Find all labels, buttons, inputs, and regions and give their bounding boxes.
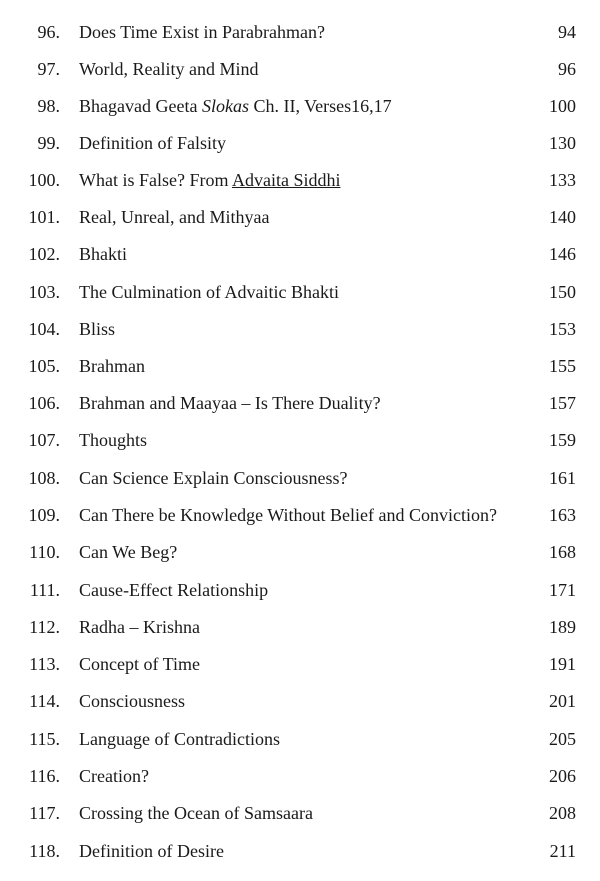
entry-number: 112. bbox=[29, 617, 60, 637]
entry-number: 107. bbox=[28, 430, 60, 450]
entry-page: 100 bbox=[549, 96, 576, 116]
entry-page: 96 bbox=[558, 59, 576, 79]
entry-number: 105. bbox=[28, 356, 60, 376]
entry-title: Definition of Desire bbox=[79, 841, 224, 861]
toc-entry[interactable] bbox=[0, 239, 600, 269]
toc-entry[interactable] bbox=[0, 575, 600, 605]
entry-number: 116. bbox=[29, 766, 60, 786]
toc-entry[interactable] bbox=[0, 54, 600, 84]
entry-number: 109. bbox=[28, 505, 60, 525]
entry-number: 108. bbox=[28, 468, 60, 488]
entry-title bbox=[79, 91, 392, 121]
toc-entry[interactable] bbox=[0, 314, 600, 344]
entry-page: 191 bbox=[549, 654, 576, 674]
entry-title: Definition of Falsity bbox=[79, 133, 226, 153]
toc-entry[interactable] bbox=[0, 798, 600, 828]
toc-entry[interactable] bbox=[0, 17, 600, 47]
entry-number: 104. bbox=[28, 319, 60, 339]
entry-title: Real, Unreal, and Mithyaa bbox=[79, 207, 270, 227]
entry-number: 99. bbox=[37, 133, 60, 153]
entry-page: 153 bbox=[549, 319, 576, 339]
entry-title-part: What is False? From bbox=[79, 170, 232, 190]
toc-entry[interactable] bbox=[0, 165, 600, 195]
entry-title: Can Science Explain Consciousness? bbox=[79, 468, 348, 488]
entry-page: 168 bbox=[549, 542, 576, 562]
entry-title: Can There be Knowledge Without Belief and Conviction? bbox=[79, 505, 498, 525]
entry-page: 205 bbox=[549, 729, 576, 749]
entry-title: Language of Contradictions bbox=[79, 729, 280, 749]
entry-page: 159 bbox=[549, 430, 576, 450]
entry-number: 103. bbox=[28, 282, 60, 302]
toc-entry[interactable] bbox=[0, 686, 600, 716]
entry-title: Creation? bbox=[79, 766, 149, 786]
entry-number: 114. bbox=[29, 691, 60, 711]
entry-number: 106. bbox=[28, 393, 60, 413]
entry-page: 208 bbox=[549, 803, 576, 823]
entry-title-underlined: Advaita Siddhi bbox=[231, 170, 341, 190]
entry-title-part: Bhagavad Geeta bbox=[79, 96, 202, 116]
entry-title: The Culmination of Advaitic Bhakti bbox=[79, 282, 339, 302]
toc-entry[interactable] bbox=[0, 351, 600, 381]
toc-entry[interactable] bbox=[0, 537, 600, 567]
entry-number: 118. bbox=[29, 841, 60, 861]
toc-entry[interactable] bbox=[0, 128, 600, 158]
entry-number: 97. bbox=[37, 59, 60, 79]
entry-title: Does Time Exist in Parabrahman? bbox=[79, 22, 325, 42]
entry-page: 206 bbox=[549, 766, 576, 786]
entry-page: 157 bbox=[549, 393, 576, 413]
entry-number: 117. bbox=[29, 803, 60, 823]
entry-title bbox=[79, 165, 340, 195]
entry-number: 115. bbox=[29, 729, 60, 749]
entry-number: 110. bbox=[29, 542, 60, 562]
toc-entry[interactable] bbox=[0, 425, 600, 455]
entry-title: Thoughts bbox=[79, 430, 148, 450]
entry-page: 140 bbox=[549, 207, 576, 227]
entry-title: Brahman bbox=[79, 356, 145, 376]
entry-title: Brahman and Maayaa – Is There Duality? bbox=[79, 393, 381, 413]
toc-entry[interactable] bbox=[0, 388, 600, 418]
entry-title: Crossing the Ocean of Samsaara bbox=[79, 803, 313, 823]
toc-entry[interactable] bbox=[0, 836, 600, 866]
entry-number: 113. bbox=[29, 654, 60, 674]
toc-entry[interactable] bbox=[0, 649, 600, 679]
entry-page: 189 bbox=[549, 617, 576, 637]
entry-title: World, Reality and Mind bbox=[79, 59, 259, 79]
toc-entry[interactable] bbox=[0, 500, 600, 530]
toc-entry[interactable] bbox=[0, 91, 600, 121]
entry-title: Radha – Krishna bbox=[79, 617, 200, 637]
toc-entry[interactable] bbox=[0, 761, 600, 791]
entry-title: Bliss bbox=[79, 319, 116, 339]
toc-entry[interactable] bbox=[0, 724, 600, 754]
entry-number: 100. bbox=[28, 170, 60, 190]
entry-page: 146 bbox=[549, 244, 576, 264]
toc-entry[interactable] bbox=[0, 202, 600, 232]
entry-page: 150 bbox=[549, 282, 576, 302]
toc-entry[interactable] bbox=[0, 277, 600, 307]
entry-page: 133 bbox=[549, 170, 576, 190]
entry-title-italic: Slokas bbox=[201, 96, 249, 116]
toc-entry[interactable] bbox=[0, 463, 600, 493]
entry-number: 96. bbox=[37, 22, 60, 42]
entry-page: 155 bbox=[549, 356, 576, 376]
entry-title-part: Ch. II, Verses16,17 bbox=[248, 96, 392, 116]
entry-page: 163 bbox=[549, 505, 576, 525]
entry-number: 98. bbox=[37, 96, 60, 116]
entry-number: 102. bbox=[28, 244, 60, 264]
entry-page: 130 bbox=[549, 133, 576, 153]
entry-page: 94 bbox=[558, 22, 576, 42]
entry-page: 201 bbox=[549, 691, 576, 711]
entry-title: Concept of Time bbox=[79, 654, 201, 674]
entry-page: 171 bbox=[549, 580, 576, 600]
entry-page: 161 bbox=[549, 468, 576, 488]
entry-page: 211 bbox=[549, 841, 576, 861]
entry-number: 111. bbox=[29, 580, 60, 600]
entry-number: 101. bbox=[28, 207, 60, 227]
entry-title: Can We Beg? bbox=[79, 542, 178, 562]
entry-title: Bhakti bbox=[79, 244, 127, 264]
entry-title: Cause-Effect Relationship bbox=[79, 580, 269, 600]
entry-title: Consciousness bbox=[79, 691, 186, 711]
toc-entry[interactable] bbox=[0, 612, 600, 642]
